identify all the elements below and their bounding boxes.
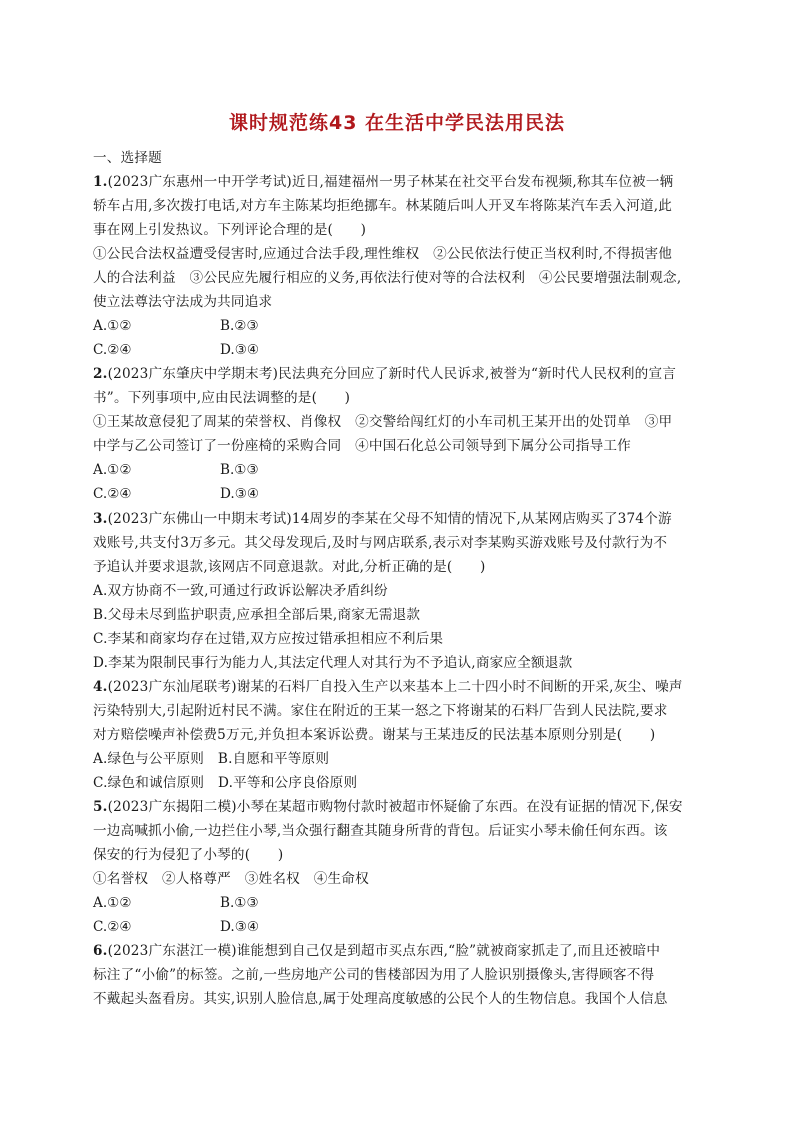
question-2-option-c: C.②④ <box>93 486 132 502</box>
question-1-line-4: ①公民合法权益遭受侵害时,应通过合法手段,理性维权 ②公民依法行使正当权利时,不得损害他 <box>93 246 673 262</box>
question-3-option-b: B.父母未尽到监护职责,应承担全部后果,商家无需退款 <box>93 607 421 623</box>
question-2-line-3: ①王某故意侵犯了周某的荣誉权、肖像权 ②交警给闯红灯的小车司机王某开出的处罚单 ③甲 <box>93 414 673 430</box>
question-1-option-d: D.③④ <box>220 342 260 358</box>
question-1-line-5: 人的合法利益 ③公民应先履行相应的义务,再依法行使对等的合法权利 ④公民要增强法制观念, <box>93 270 682 286</box>
question-1-option-b: B.②③ <box>220 318 259 334</box>
section-heading: 一、选择题 <box>93 150 162 166</box>
question-1-line-2: 轿车占用,多次拨打电话,对方车主陈某均拒绝挪车。林某随后叫人开叉车将陈某汽车丢入河道,此 <box>93 198 673 214</box>
question-number: 5. <box>93 799 108 815</box>
question-4-options-cd: C.绿色和诚信原则 D.平等和公序良俗原则 <box>93 775 358 791</box>
question-5-line-4: ①名誉权 ②人格尊严 ③姓名权 ④生命权 <box>93 871 369 887</box>
question-5-line-2: 一边高喊抓小偷,一边拦住小琴,当众强行翻查其随身所背的背包。后证实小琴未偷任何东西。该 <box>93 823 668 839</box>
question-6-line-1: 6.(2023广东湛江一模)谁能想到自己仅是到超市买点东西,“脸”就被商家抓走了,而且还被暗中 <box>93 943 661 959</box>
question-2-option-d: D.③④ <box>220 486 260 502</box>
question-4-line-3: 对方赔偿噪声补偿费5万元,并负担本案诉讼费。谢某与王某违反的民法基本原则分别是( ) <box>93 727 656 743</box>
question-5-option-a: A.①② <box>93 895 132 911</box>
question-1-option-c: C.②④ <box>93 342 132 358</box>
question-3-option-a: A.双方协商不一致,可通过行政诉讼解决矛盾纠纷 <box>93 583 388 599</box>
question-2-option-a: A.①② <box>93 462 132 478</box>
question-1-line-3: 事在网上引发热议。下列评论合理的是( ) <box>93 222 367 238</box>
question-5-option-d: D.③④ <box>220 919 260 935</box>
question-3-line-3: 予追认并要求退款,该网店不同意退款。对此,分析正确的是( ) <box>93 559 486 575</box>
question-4-options-ab: A.绿色与公平原则 B.自愿和平等原则 <box>93 751 330 767</box>
question-1-line-1: 1.(2023广东惠州一中开学考试)近日,福建福州一男子林某在社交平台发布视频,称其车位被一辆 <box>93 174 674 190</box>
question-number: 2. <box>93 366 108 382</box>
question-2-line-2: 书”。下列事项中,应由民法调整的是( ) <box>93 390 351 406</box>
question-2-option-b: B.①③ <box>220 462 259 478</box>
page-title: 课时规范练43 在生活中学民法用民法 <box>228 112 566 134</box>
question-1-line-6: 使立法尊法守法成为共同追求 <box>93 294 273 310</box>
question-4-line-1: 4.(2023广东汕尾联考)谢某的石料厂自投入生产以来基本上二十四小时不间断的开采,灰尘、噪声 <box>93 679 683 695</box>
question-6-line-3: 不戴起头盔看房。其实,识别人脸信息,属于处理高度敏感的公民个人的生物信息。我国个人信息 <box>93 991 668 1007</box>
question-6-line-2: 标注了“小偷”的标签。之前,一些房地产公司的售楼部因为用了人脸识别摄像头,害得顾客不得 <box>93 967 655 983</box>
question-5-option-b: B.①③ <box>220 895 259 911</box>
question-3-line-2: 戏账号,共支付3万多元。其父母发现后,及时与网店联系,表示对李某购买游戏账号及付款行为不 <box>93 535 668 551</box>
question-5-line-3: 保安的行为侵犯了小琴的( ) <box>93 847 284 863</box>
question-number: 4. <box>93 679 108 695</box>
question-3-option-c: C.李某和商家均存在过错,双方应按过错承担相应不利后果 <box>93 631 444 647</box>
question-2-line-1: 2.(2023广东肇庆中学期末考)民法典充分回应了新时代人民诉求,被誉为“新时代人民权利的宣言 <box>93 366 677 382</box>
question-2-line-4: 中学与乙公司签订了一份座椅的采购合同 ④中国石化总公司领导到下属分公司指导工作 <box>93 438 631 454</box>
question-number: 6. <box>93 943 108 959</box>
question-5-option-c: C.②④ <box>93 919 132 935</box>
question-3-line-1: 3.(2023广东佛山一中期末考试)14周岁的李某在父母不知情的情况下,从某网店购买了374个游 <box>93 511 672 527</box>
question-4-line-2: 污染特别大,引起附近村民不满。家住在附近的王某一怒之下将谢某的石料厂告到人民法院,要求 <box>93 703 668 719</box>
question-number: 1. <box>93 174 108 190</box>
question-number: 3. <box>93 511 108 527</box>
question-3-option-d: D.李某为限制民事行为能力人,其法定代理人对其行为不予追认,商家应全额退款 <box>93 655 573 671</box>
question-5-line-1: 5.(2023广东揭阳二模)小琴在某超市购物付款时被超市怀疑偷了东西。在没有证据的情况下,保安 <box>93 799 683 815</box>
question-1-option-a: A.①② <box>93 318 132 334</box>
